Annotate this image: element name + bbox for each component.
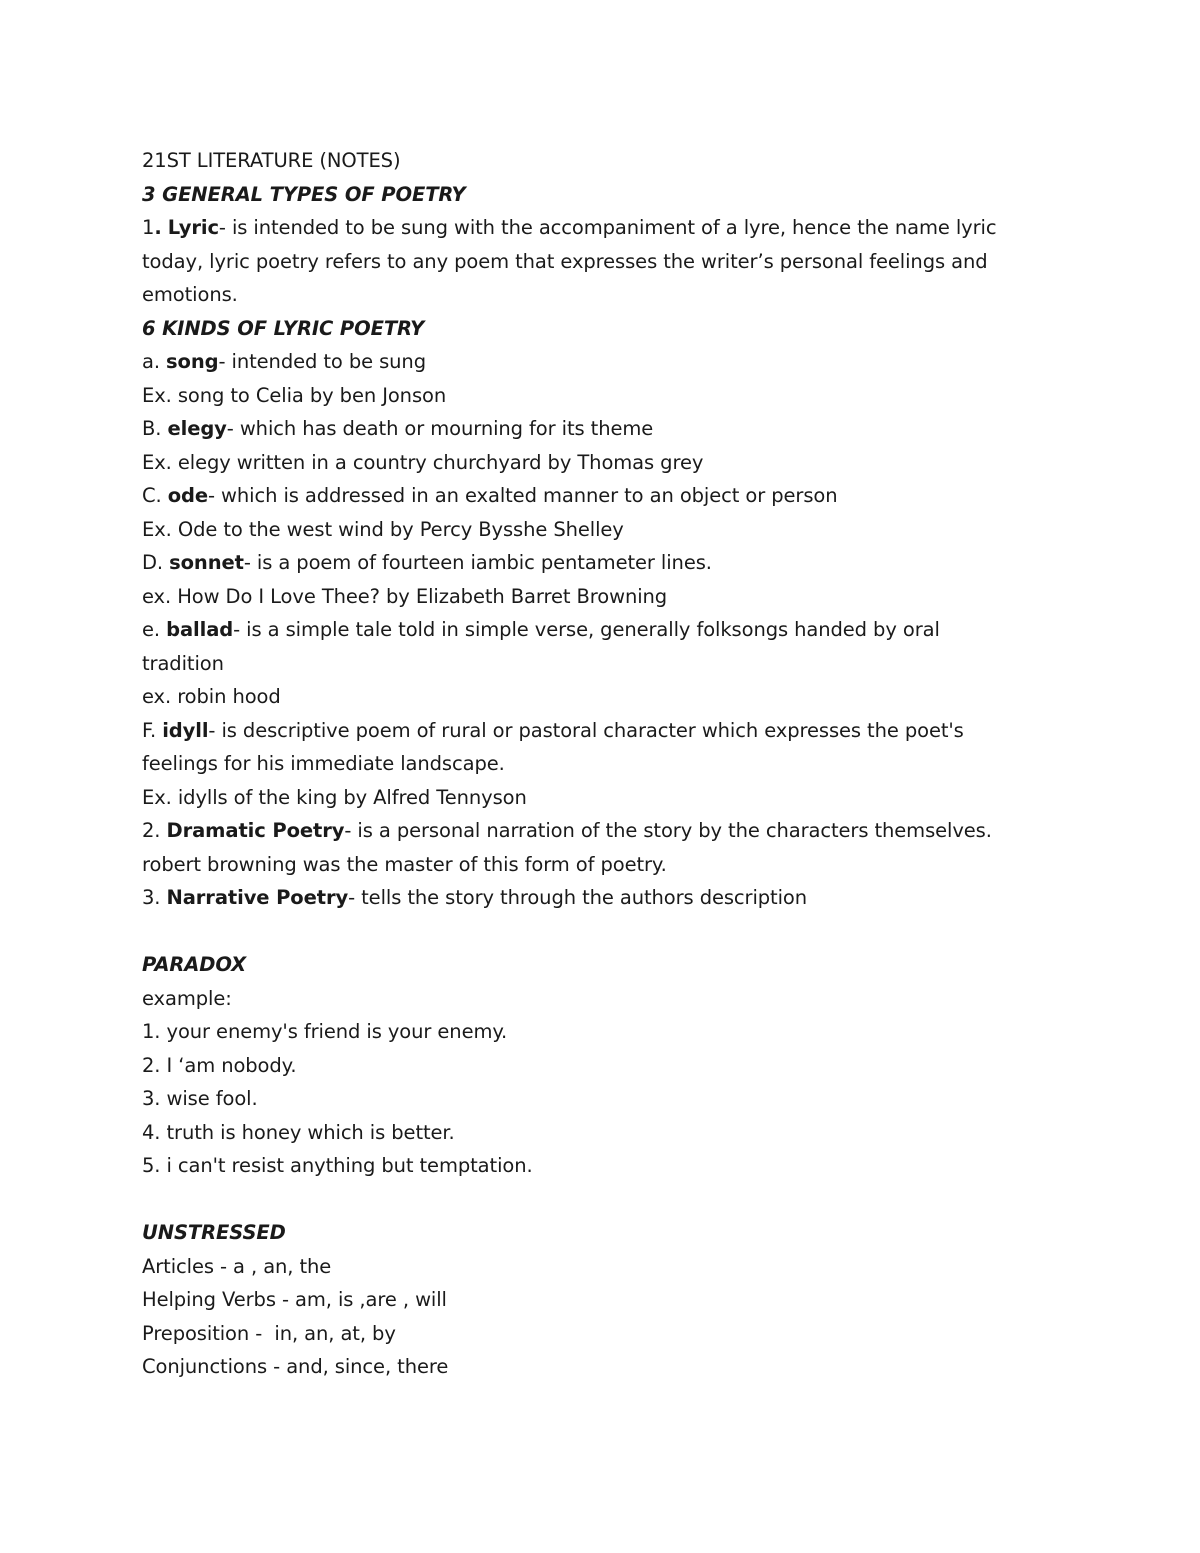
kind-ballad: e. ballad- is a simple tale told in simple verse, generally folksongs handed by oral [142, 618, 940, 641]
lyric-line-1: 1. Lyric- is intended to be sung with the accompaniment of a lyre, hence the name lyric [142, 216, 997, 239]
paradox-example-label: example: [142, 986, 232, 1010]
kind-idyll-example: Ex. idylls of the king by Alfred Tennyson [142, 785, 527, 809]
kind-ballad-example: ex. robin hood [142, 685, 281, 708]
kind-idyll-cont: feelings for his immediate landscape. [142, 752, 505, 775]
paradox-item: 5. i can't resist anything but temptation. [142, 1154, 533, 1177]
lyric-line-2: today, lyric poetry refers to any poem that expresses the writer’s personal feelings and [142, 249, 988, 273]
kind-song-example: Ex. song to Celia by ben Jonson [142, 383, 447, 407]
paradox-heading: PARADOX [142, 953, 247, 976]
paradox-item: 2. I ‘am nobody. [142, 1053, 297, 1077]
kind-song: a. song- intended to be sung [142, 350, 426, 373]
document-page [142, 144, 1102, 1384]
dramatic-poetry: 2. Dramatic Poetry- is a personal narration of the story by the characters themselves. [142, 819, 992, 842]
paradox-item: 3. wise fool. [142, 1087, 258, 1110]
kind-sonnet-example: ex. How Do I Love Thee? by Elizabeth Barret Browning [142, 584, 668, 608]
lyric-line-3: emotions. [142, 283, 238, 306]
kind-sonnet: D. sonnet- is a poem of fourteen iambic pentameter lines. [142, 551, 712, 574]
spacer [142, 915, 1102, 949]
kind-elegy: B. elegy- which has death or mourning for its theme [142, 417, 654, 440]
unstressed-item: Conjunctions - and, since, there [142, 1355, 449, 1378]
dramatic-poetry-cont: robert browning was the master of this form of poetry. [142, 852, 667, 876]
document-title: 21ST LITERATURE (NOTES) [142, 149, 401, 172]
paradox-item: 1. your enemy's friend is your enemy. [142, 1020, 508, 1043]
unstressed-item: Articles - a , an, the [142, 1254, 332, 1278]
kind-idyll: F. idyll- is descriptive poem of rural or pastoral character which expresses the poet's [142, 718, 964, 742]
unstressed-heading: UNSTRESSED [142, 1221, 286, 1244]
kind-ode: C. ode- which is addressed in an exalted manner to an object or person [142, 484, 838, 507]
narrative-poetry: 3. Narrative Poetry- tells the story through the authors description [142, 886, 808, 909]
lyric-term: Lyric [167, 216, 219, 239]
kinds-heading: 6 KINDS OF LYRIC POETRY [142, 316, 425, 340]
spacer [142, 1183, 1102, 1217]
kind-ode-example: Ex. Ode to the west wind by Percy Bysshe Shelley [142, 517, 624, 541]
unstressed-item: Preposition - in, an, at, by [142, 1321, 396, 1345]
unstressed-item: Helping Verbs - am, is ,are , will [142, 1288, 447, 1311]
general-types-heading: 3 GENERAL TYPES OF POETRY [142, 182, 466, 206]
kind-ballad-cont: tradition [142, 651, 224, 675]
paradox-item: 4. truth is honey which is better. [142, 1120, 455, 1144]
kind-elegy-example: Ex. elegy written in a country churchyard by Thomas grey [142, 450, 704, 474]
